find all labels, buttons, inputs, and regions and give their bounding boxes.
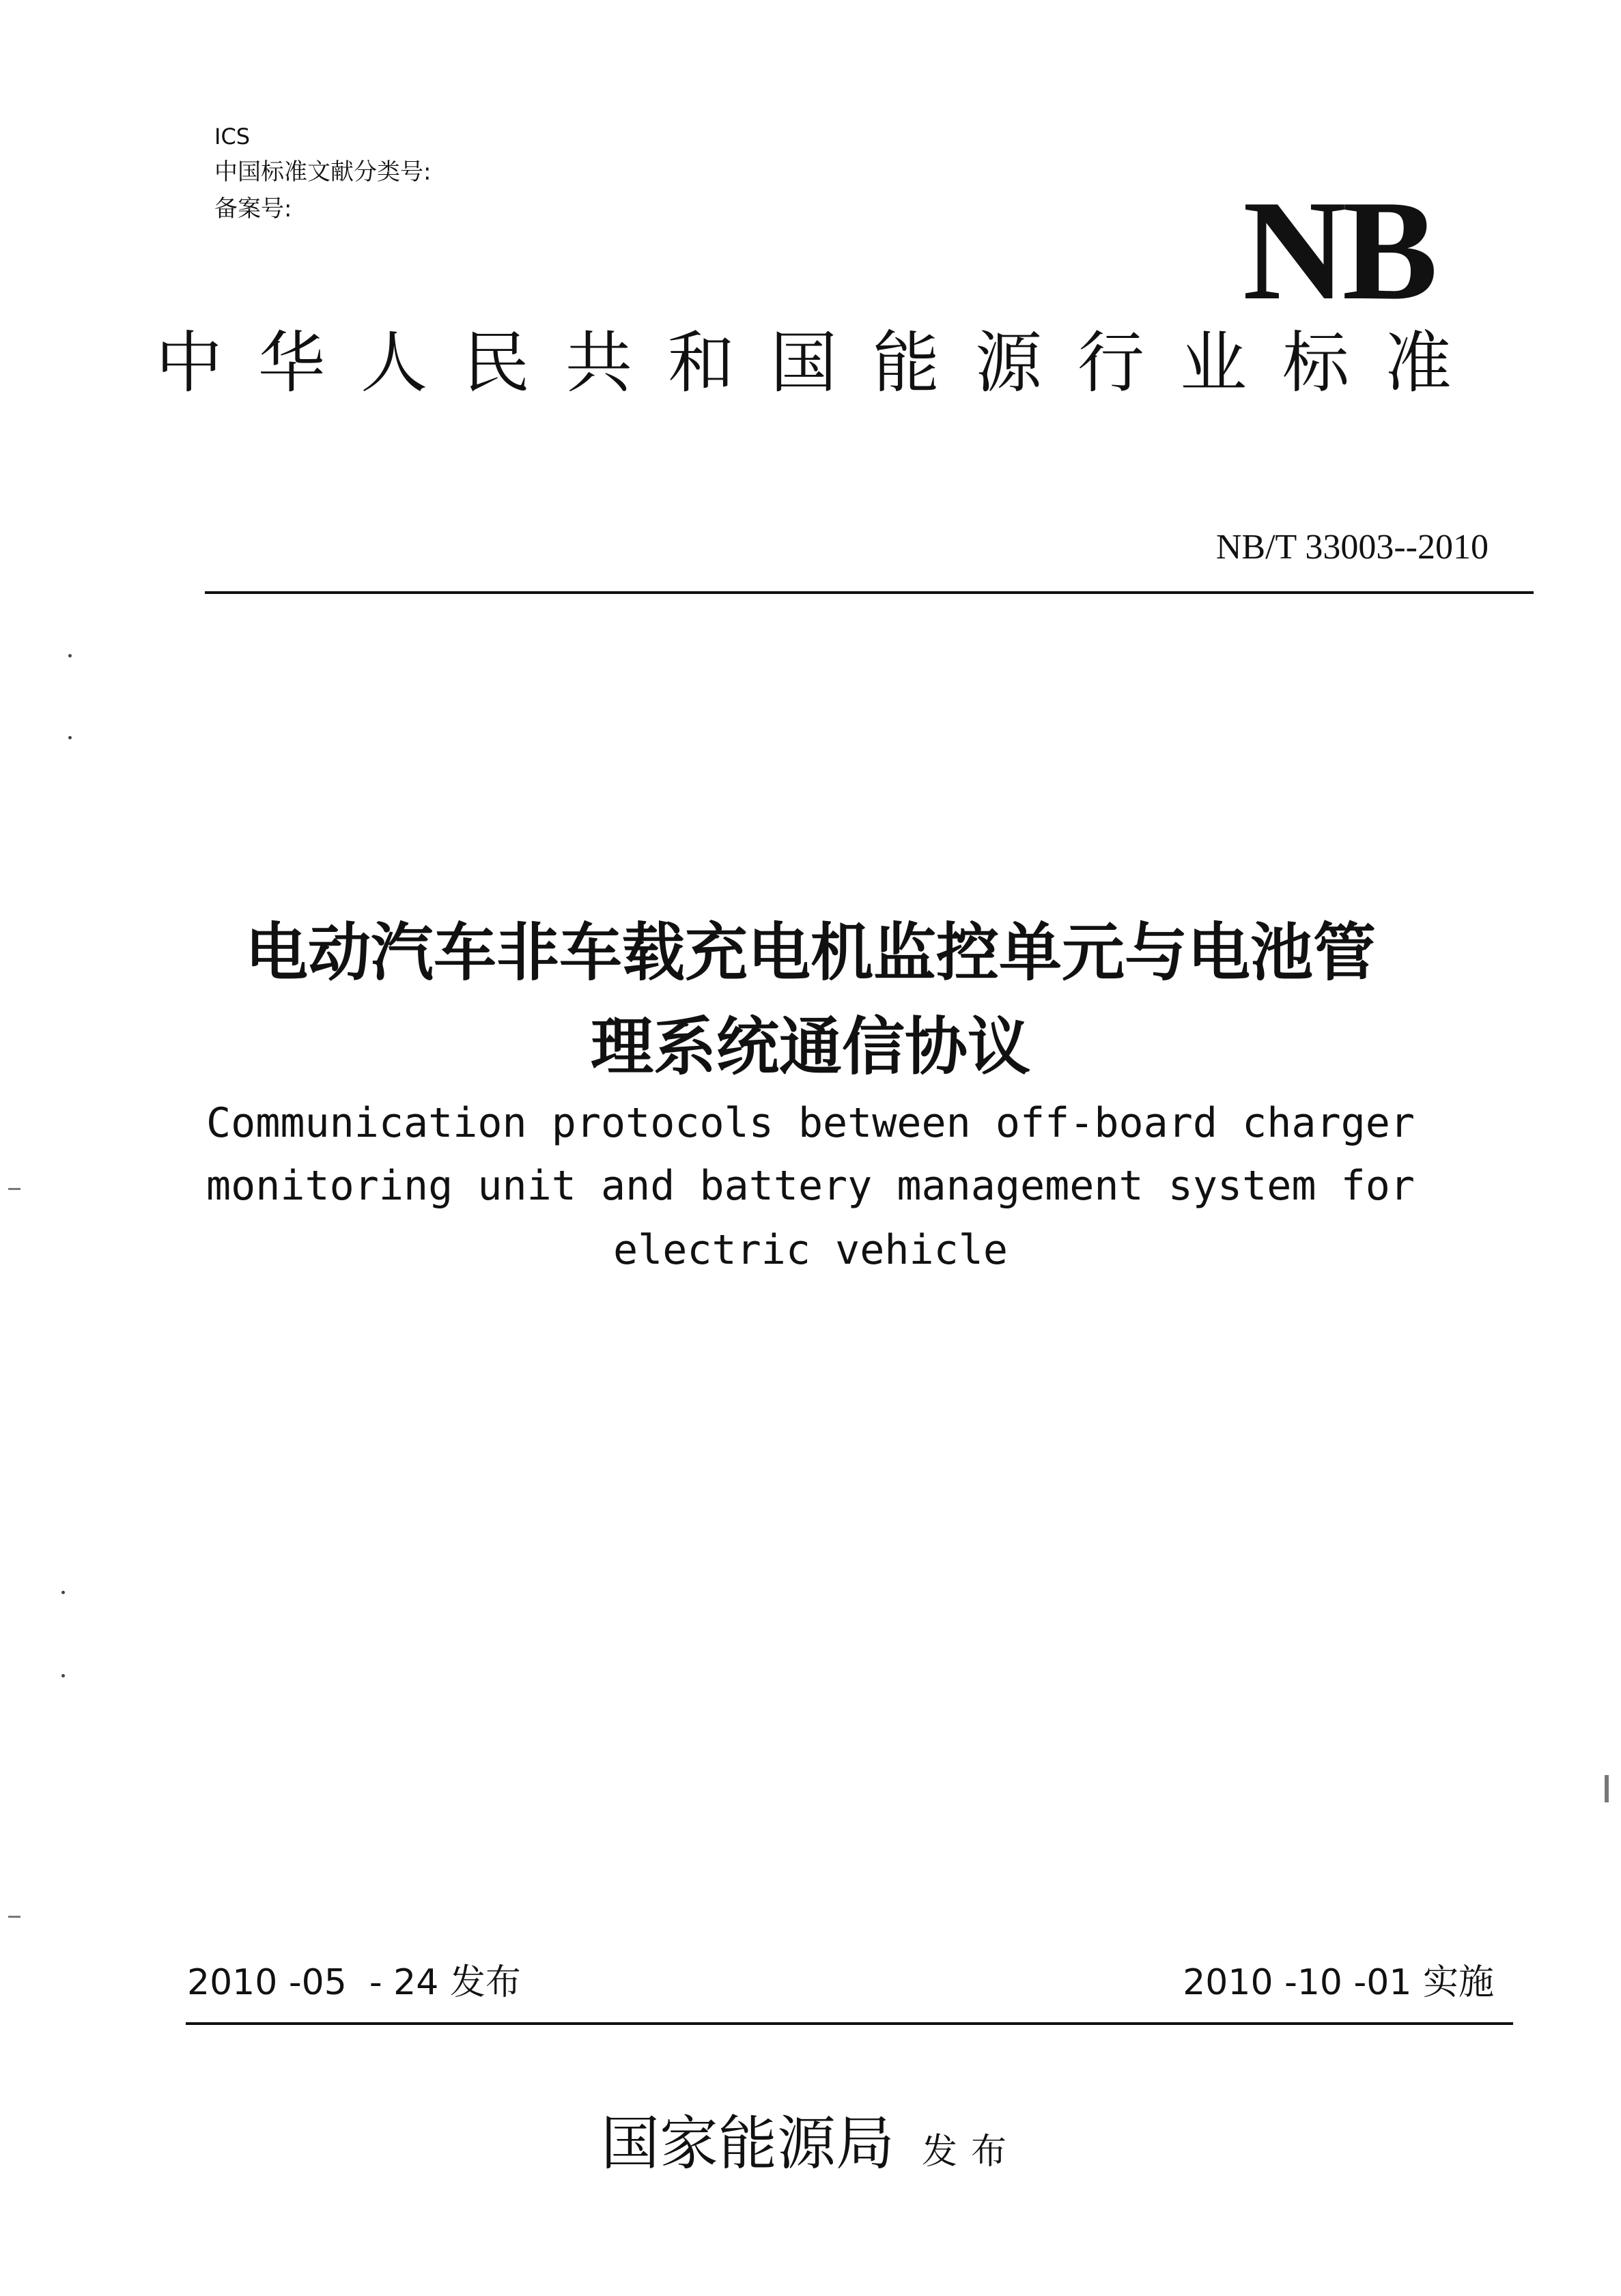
classification-number-label: 中国标准文献分类号: [214,158,432,186]
ics-label: ICS [214,124,251,150]
scan-speck [68,654,72,657]
issue-date: 2010 -05 - 24 发布 [187,1962,521,2003]
header-divider [205,591,1534,594]
scan-mark [8,1188,20,1190]
scan-mark [1605,1775,1609,1802]
footer-divider [186,2022,1513,2025]
publisher-block [137,2110,1484,2178]
standard-category-heading: 中华人民共和国能源行业标准 [156,324,1488,402]
publisher-name: 国家能源局 [600,2110,894,2178]
standard-number: NB/T 33003--2010 [1215,528,1489,567]
title-english-line-2: monitoring unit and battery management system for [206,1162,1415,1210]
record-number-label: 备案号: [214,195,292,223]
title-english-line-3: electric vehicle [613,1226,1008,1274]
implementation-date: 2010 -10 -01 实施 [1183,1962,1494,2003]
title-chinese-line-2: 理系统通信协议 [590,1010,1030,1083]
scan-speck [68,736,72,739]
scan-speck [61,1591,65,1594]
title-english-line-1: Communication protocols between off-board charger [206,1099,1415,1147]
publisher-action: 发布 [921,2131,1020,2172]
nb-logo: NB [1243,171,1434,330]
title-chinese-line-1: 电动汽车非车载充电机监控单元与电池管 [244,916,1376,989]
scan-speck [61,1674,65,1677]
scan-mark [8,1916,20,1918]
